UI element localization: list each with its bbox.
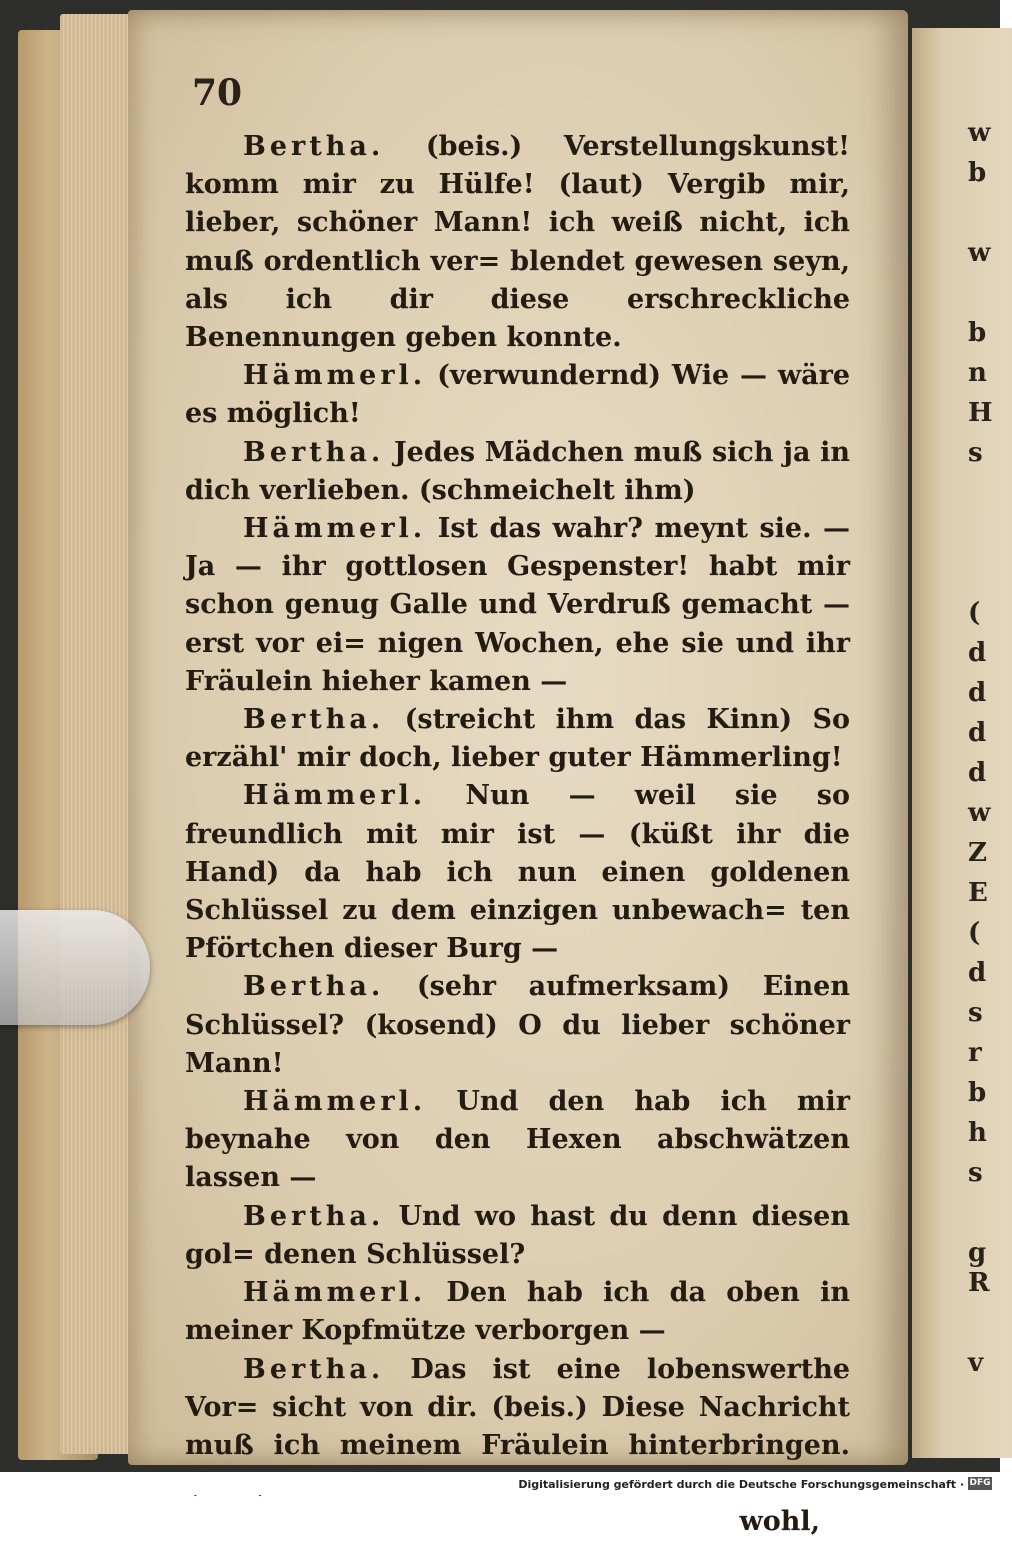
dialogue-paragraph xyxy=(185,1198,850,1274)
speaker-name: Bertha. xyxy=(243,1200,385,1232)
dialogue-text: Und wo hast du denn diesen gol= denen Schlüssel? xyxy=(185,1200,850,1270)
dialogue-text: (beis.) Verstellungskunst! komm mir zu Hülfe! (laut) Vergib mir, lieber, schöner Mann! ich weiß nicht, ich muß ordentlich ver= blendet gewesen seyn, als ich dir diese erschreckliche Benennungen geben konnte. xyxy=(185,131,851,354)
speaker-name: Hämmerl. xyxy=(243,360,427,392)
facing-page-glyph: Z xyxy=(968,838,987,868)
dialogue-paragraph xyxy=(185,777,850,968)
facing-page-glyph: d xyxy=(968,758,987,788)
dialogue-paragraph xyxy=(185,1083,850,1198)
dialogue-paragraph xyxy=(185,128,850,357)
facing-page-glyph: n xyxy=(968,358,987,388)
facing-page-glyph: s xyxy=(968,1158,983,1188)
facing-page-glyph: b xyxy=(968,1078,987,1108)
dialogue-text: (sehr aufmerksam) Einen Schlüssel? (kosend) O du lieber schöner Mann! xyxy=(185,971,850,1079)
dialogue-paragraph xyxy=(185,968,850,1083)
facing-page-glyph: b xyxy=(968,318,987,348)
dfg-logo: DFG xyxy=(969,1478,991,1488)
facing-page-glyph: d xyxy=(968,638,987,668)
dialogue-text: Ist das wahr? meynt sie. — Ja — ihr gottlosen Gespenster! habt mir schon genug Galle und Verdruß gemacht — erst vor ei= nigen Wochen, ehe sie und ihr Fräulein hieher kamen — xyxy=(185,513,850,697)
facing-page-glyph: w xyxy=(968,238,991,268)
digitization-credit: Digitalisierung gefördert durch die Deutsche Forschungsgemeinschaft · xyxy=(518,1478,964,1491)
page-number: 70 xyxy=(192,72,243,114)
facing-page-glyph: g xyxy=(968,1238,987,1268)
facing-page-glyph: v xyxy=(968,1348,984,1378)
speaker-name: Bertha. xyxy=(243,1353,385,1385)
facing-page-glyph: w xyxy=(968,798,991,828)
dialogue-paragraph xyxy=(185,434,850,510)
facing-page-glyph: s xyxy=(968,438,983,468)
facing-page-glyph: R xyxy=(968,1268,990,1298)
facing-page-glyph: w xyxy=(968,118,991,148)
facing-page-glyph: b xyxy=(968,158,987,188)
dialogue-text: Das ist eine lobenswerthe Vor= sicht von dir. (beis.) Diese Nachricht muß ich meinem Fräulein hinterbringen. xyxy=(185,1353,851,1461)
speaker-name: Hämmerl. xyxy=(243,513,427,545)
catchword: wohl, xyxy=(739,1506,820,1538)
facing-page-glyph: d xyxy=(968,958,987,988)
facing-page-glyph: d xyxy=(968,678,987,708)
speaker-name: Hämmerl. xyxy=(243,780,427,812)
dialogue-paragraph xyxy=(185,510,850,701)
facing-page-glyph: h xyxy=(968,1118,987,1148)
page-clip xyxy=(0,910,150,1025)
dialogue-text: Jedes Mädchen muß sich ja in dich verlieben. (schmeichelt ihm) xyxy=(185,436,850,506)
dialogue-text: Den hab ich da oben in meiner Kopfmütze verborgen — xyxy=(185,1277,850,1347)
speaker-name: Hämmerl. xyxy=(243,1086,427,1118)
facing-page-glyph: E xyxy=(968,878,988,908)
speaker-name: Bertha. xyxy=(243,436,385,468)
dialogue-paragraph xyxy=(185,1274,850,1350)
speaker-name: Hämmerl. xyxy=(243,1277,427,1309)
dialogue-paragraph xyxy=(185,357,850,433)
dialogue-text: (verwundernd) Wie — wäre es möglich! xyxy=(185,360,850,430)
speaker-name: Bertha. xyxy=(243,131,385,162)
facing-page xyxy=(912,28,1012,1458)
dialogue-text: (streicht ihm das Kinn) So erzähl' mir doch, lieber guter Hämmerling! xyxy=(185,704,851,774)
page-text xyxy=(185,128,850,1542)
facing-page-glyph: ( xyxy=(968,598,981,628)
speaker-name: Bertha. xyxy=(243,704,385,736)
speaker-name: Bertha. xyxy=(243,971,385,1003)
facing-page-glyph: ( xyxy=(968,918,981,948)
facing-page-glyph: H xyxy=(968,398,993,428)
facing-page-glyph: r xyxy=(968,1038,982,1068)
facing-page-glyph: d xyxy=(968,718,987,748)
dialogue-text: Und den hab ich mir beynahe von den Hexen abschwätzen lassen — xyxy=(185,1086,850,1194)
dialogue-text: Nun — weil sie so freundlich mit mir ist — (küßt ihr die Hand) da hab ich nun einen goldenen Schlüssel zu dem einzigen unbewach= ten Pförtchen dieser Burg — xyxy=(185,780,850,965)
facing-page-glyph: s xyxy=(968,998,983,1028)
dialogue-paragraph xyxy=(185,701,850,777)
